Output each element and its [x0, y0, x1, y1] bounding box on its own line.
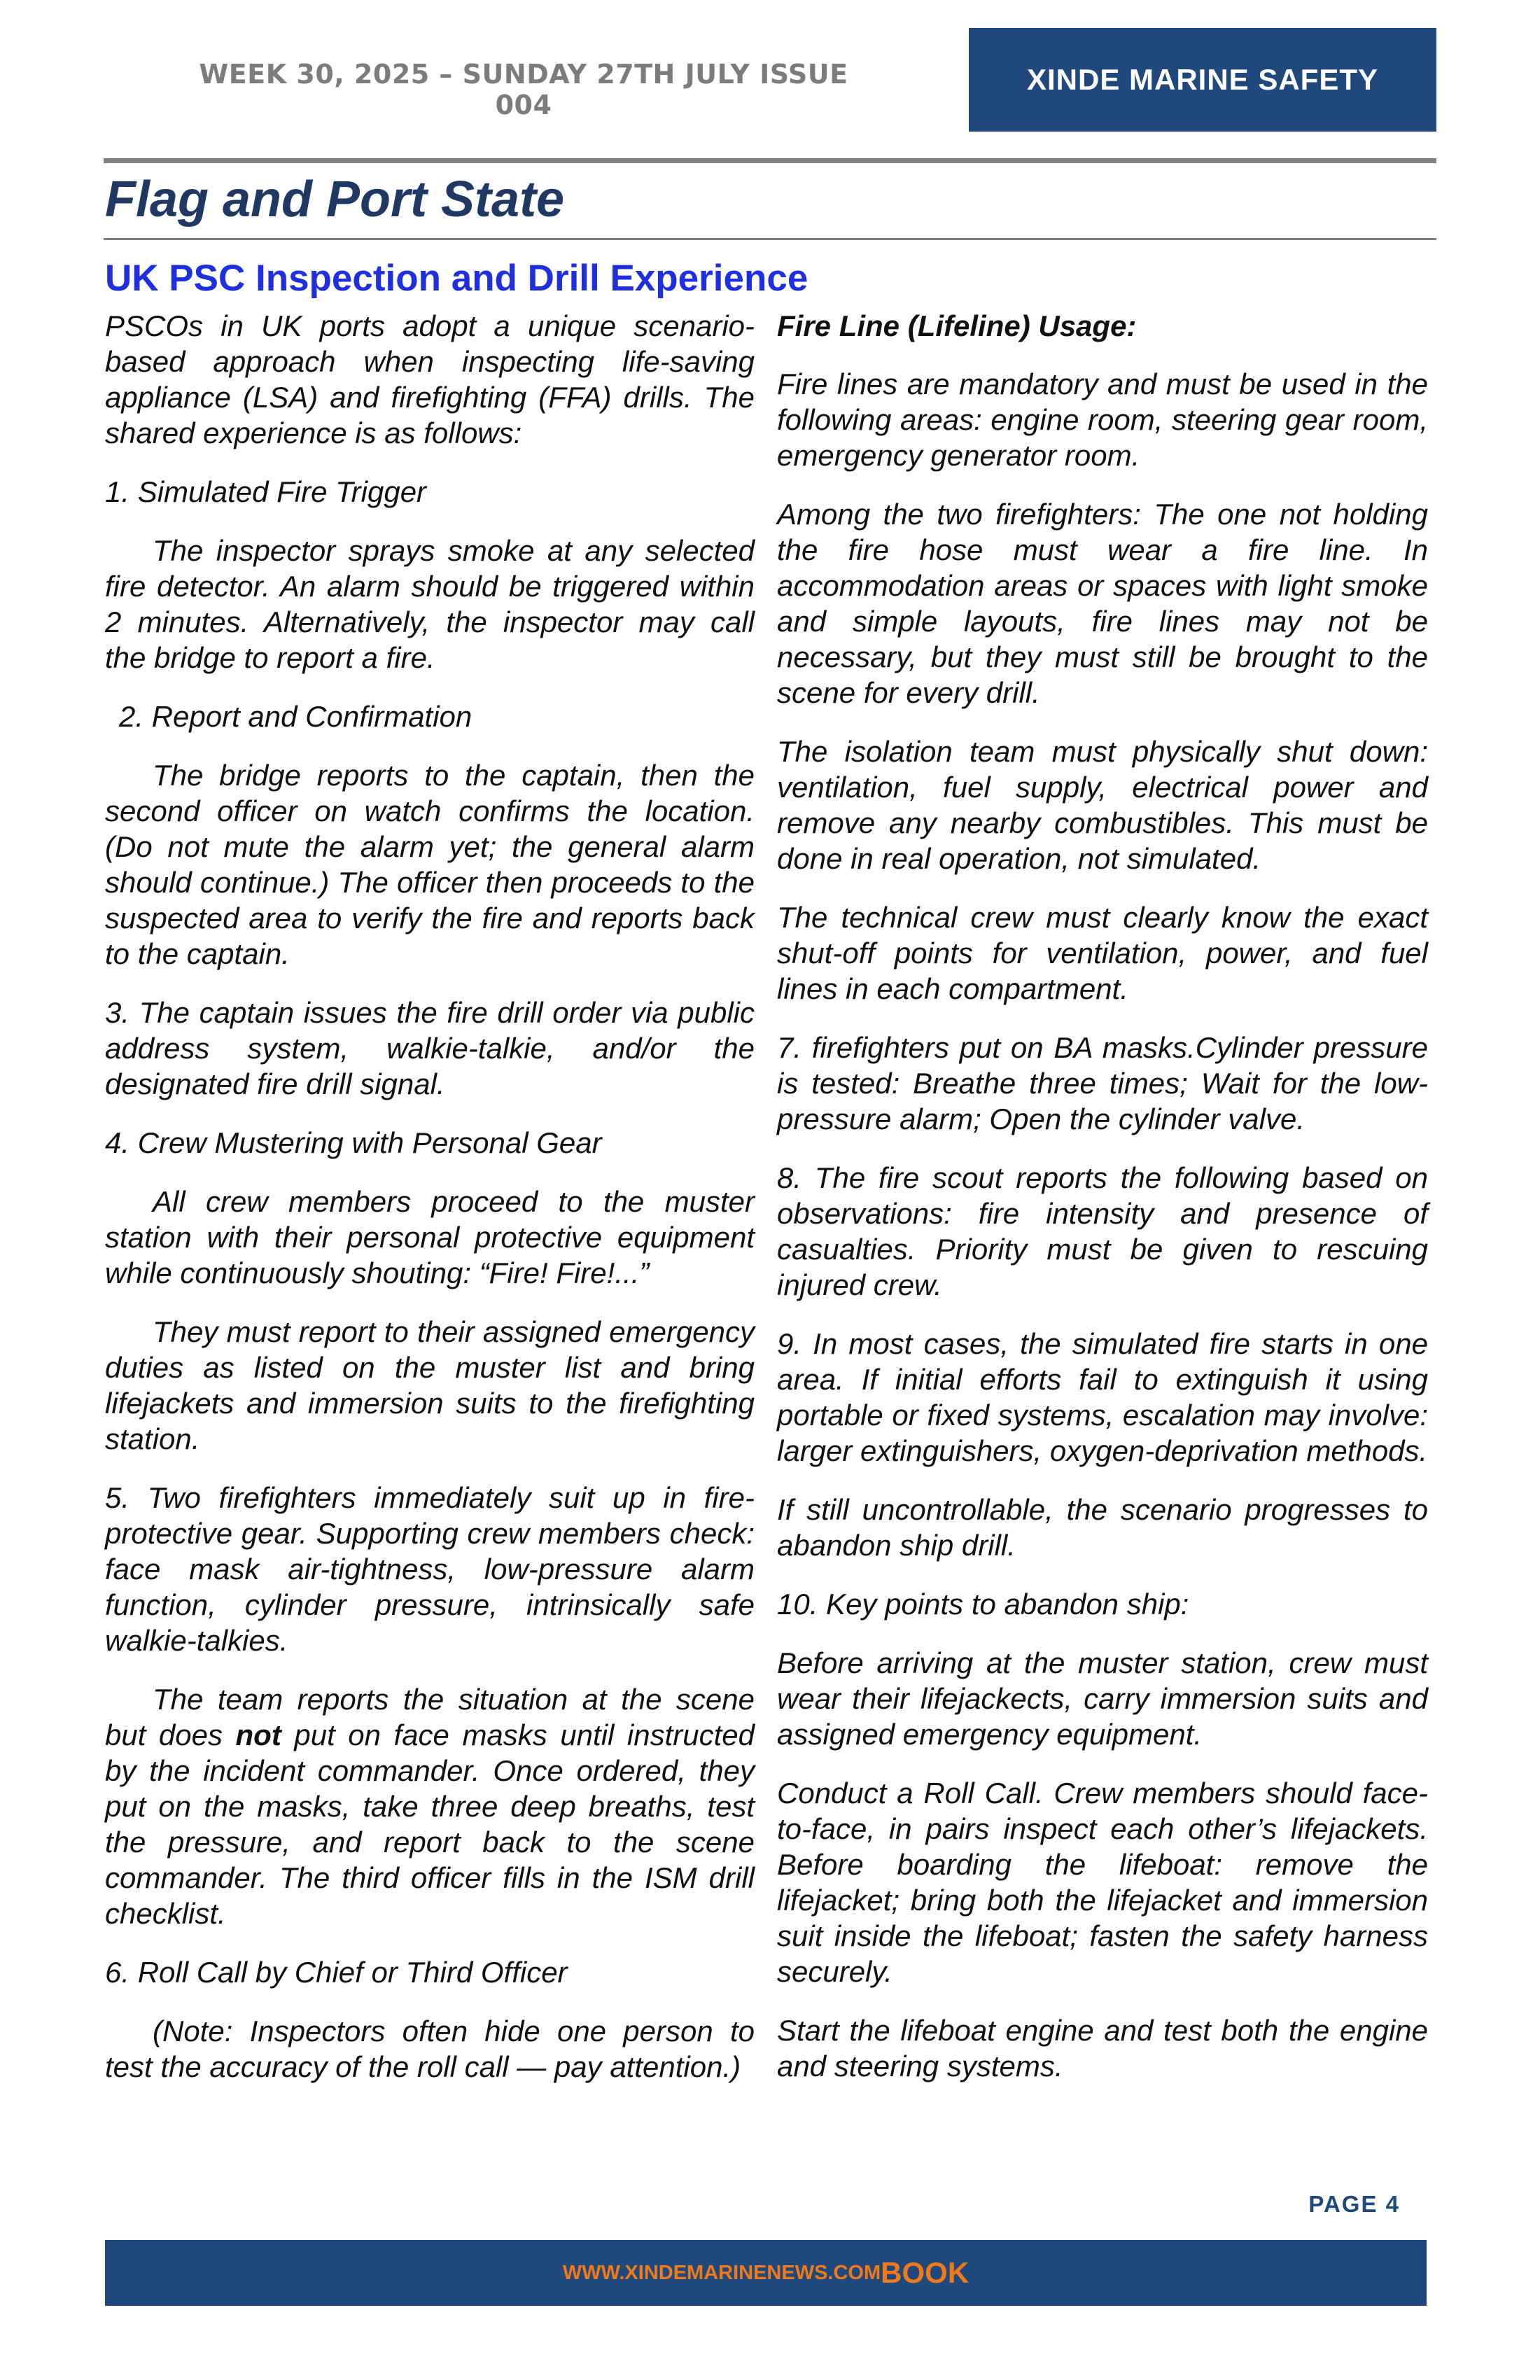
- escalation-paragraph: If still uncontrollable, the scenario progresses to abandon ship drill.: [777, 1493, 1428, 1562]
- section-title: Flag and Port State: [105, 172, 565, 227]
- footer-website-link[interactable]: WWW.XINDEMARINENEWS.COM: [562, 2261, 881, 2284]
- left-column: [105, 308, 755, 2108]
- step-4-body-2: They must report to their assigned emergency duties as listed on the muster list and bring lifejackets and immersion suits to the firefighting station.: [105, 1315, 755, 1455]
- step-4-heading: 4. Crew Mustering with Personal Gear: [105, 1126, 602, 1159]
- isolation-paragraph: The isolation team must physically shut down: ventilation, fuel supply, electrical power and remove any nearby combustibles. This must be done in real operation, not simulated.: [777, 735, 1428, 875]
- step-1-body: The inspector sprays smoke at any selected fire detector. An alarm should be triggered within 2 minutes. Alternatively, the inspector may call the bridge to report a fire.: [105, 534, 755, 674]
- step-4-body: All crew members proceed to the muster station with their personal protective equipment while continuously shouting: “Fire! Fire!...”: [105, 1185, 755, 1289]
- step-5-paragraph: 5. Two firefighters immediately suit up in fire-protective gear. Supporting crew members check: face mask air-tightness, low-pressure alarm function, cylinder pressure, intrinsically safe walkie-talkies.: [105, 1481, 755, 1657]
- step-3-paragraph: 3. The captain issues the fire drill order via public address system, walkie-talkie, and/or the designated fire drill signal.: [105, 996, 755, 1100]
- step-2-heading: 2. Report and Confirmation: [119, 700, 472, 733]
- footer-bar: [105, 2240, 1427, 2306]
- fire-line-paragraph-2: Among the two firefighters: The one not holding the fire hose must wear a fire line. In accommodation areas or spaces with light smoke and simple layouts, fire lines may not be necessary, but they must still be brought to the scene for every drill.: [777, 498, 1428, 709]
- technical-paragraph: The technical crew must clearly know the exact shut-off points for ventilation, power, and fuel lines in each compartment.: [777, 901, 1428, 1005]
- step-9-paragraph: 9. In most cases, the simulated fire starts in one area. If initial efforts fail to extinguish it using portable or fixed systems, escalation may involve: larger extinguishers, oxygen-deprivation methods.: [777, 1327, 1428, 1467]
- intro-paragraph: PSCOs in UK ports adopt a unique scenario-based approach when inspecting life-saving appliance (LSA) and firefighting (FFA) drills. The shared experience is as follows:: [105, 309, 755, 449]
- step-10-heading: 10. Key points to abandon ship:: [777, 1588, 1189, 1620]
- section-divider: [104, 238, 1436, 240]
- step-2-body: The bridge reports to the captain, then the second officer on watch confirms the location. (Do not mute the alarm yet; the general alarm should continue.) The officer then proceeds to the suspected area to verify the fire and reports back to the captain.: [105, 759, 755, 970]
- step-5-body-part-b: put on face masks until instructed by the incident commander. Once ordered, they put on the masks, take three deep breaths, test the pressure, and report back to the scene commander. The third officer fills in the ISM drill checklist.: [105, 1718, 755, 1930]
- engine-test-paragraph: Start the lifeboat engine and test both the engine and steering systems.: [777, 2014, 1428, 2082]
- step-7-paragraph: 7. firefighters put on BA masks.Cylinder pressure is tested: Breathe three times; Wait for the low-pressure alarm; Open the cylinder valve.: [777, 1031, 1428, 1135]
- emphasis-not: not: [235, 1718, 281, 1751]
- muster-paragraph: Before arriving at the muster station, crew must wear their lifejackects, carry immersion suits and assigned emergency equipment.: [777, 1646, 1428, 1751]
- fire-line-paragraph-1: Fire lines are mandatory and must be used in the following areas: engine room, steering gear room, emergency generator room.: [777, 368, 1428, 472]
- step-1-heading: 1. Simulated Fire Trigger: [105, 475, 427, 508]
- step-5-body-part-a: The team reports the situation at the scene but does: [105, 1683, 755, 1751]
- footer-book-label: BOOK: [881, 2256, 969, 2289]
- page-number: PAGE 4: [1308, 2191, 1400, 2217]
- issue-line: WEEK 30, 2025 – SUNDAY 27TH JULY ISSUE 004: [199, 59, 848, 120]
- article-title: UK PSC Inspection and Drill Experience: [105, 258, 808, 299]
- right-column: [777, 308, 1428, 2107]
- header-divider: [104, 158, 1436, 163]
- step-8-paragraph: 8. The fire scout reports the following based on observations: fire intensity and presence of casualties. Priority must be given to rescuing injured crew.: [777, 1161, 1428, 1301]
- fire-line-heading: Fire Line (Lifeline) Usage:: [777, 309, 1137, 342]
- roll-call-paragraph: Conduct a Roll Call. Crew members should face-to-face, in pairs inspect each other’s lifejackets. Before boarding the lifeboat: remove the lifejacket; bring both the lifejacket and immersion suit inside the lifeboat; fasten the safety harness securely.: [777, 1777, 1428, 1988]
- step-6-note: (Note: Inspectors often hide one person to test the accuracy of the roll call — pay attention.): [105, 2015, 755, 2083]
- brand-banner: [969, 28, 1436, 132]
- brand-name: XINDE MARINE SAFETY: [1026, 63, 1379, 96]
- step-5-body: [105, 1681, 755, 1931]
- step-6-heading: 6. Roll Call by Chief or Third Officer: [105, 1956, 568, 1989]
